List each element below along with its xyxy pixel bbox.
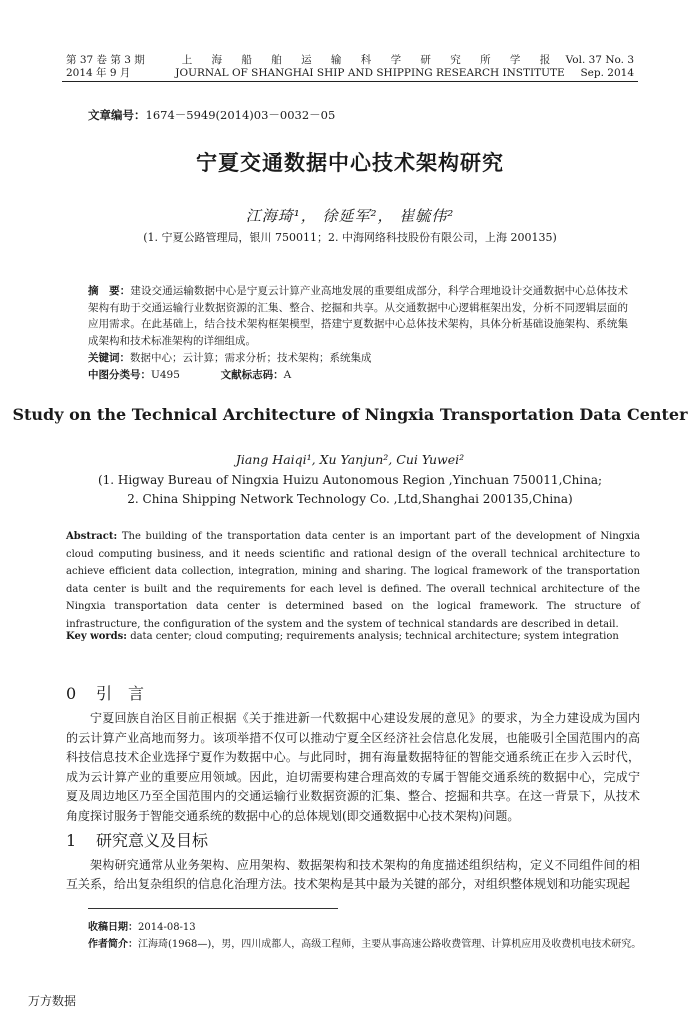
article-number (88, 107, 335, 123)
header-journal-block (150, 54, 590, 80)
watermark: 万方数据 (28, 994, 77, 1008)
footnote-author (88, 935, 641, 950)
abstract-cn-label: 摘 要： (88, 285, 131, 297)
authors-en: Jiang Haiqi¹, Xu Yanjun², Cui Yuwei² (235, 452, 465, 467)
section-1-number: 1 (66, 831, 77, 850)
doc-code-label: 文献标志码： (220, 369, 284, 381)
title-cn: 宁夏交通数据中心技术架构研究 (196, 150, 504, 175)
keywords-cn (88, 350, 372, 365)
author-bio-label: 作者简介： (88, 939, 138, 950)
classification-line (88, 367, 291, 382)
section-1-title: 研究意义及目标 (96, 831, 209, 850)
footnote-rule (88, 908, 338, 909)
header-rule (62, 81, 638, 82)
header-volume-en-block (566, 54, 634, 80)
abstract-cn (88, 283, 628, 349)
section-1-heading (66, 828, 208, 851)
header-volume-en: Vol. 37 No. 3 (565, 54, 634, 66)
affiliation-cn: (1. 宁夏公路管理局，银川 750011；2. 中海网络科技股份有限公司，上海 200135) (143, 231, 557, 244)
keywords-en-text: data center; cloud computing; requirements analysis; technical architecture; system integration (130, 631, 619, 642)
received-label: 收稿日期： (88, 922, 138, 933)
section-0-paragraph: 宁夏回族自治区目前正根据《关于推进新一代数据中心建设发展的意见》的要求，为全力建设成为国内的云计算产业高地而努力。该项举措不仅可以推动宁夏全区经济社会信息化发展，也能吸引全国范围内的高科技信息技术企业选择宁夏作为数据中心。与此同时，拥有海量数据特征的智能交通系统正在步入云时代，成为云计算产业的重要应用领域。因此，迫切需要构建合理高效的专属于智能交通系统的数据中心，完成宁夏及周边地区乃至全国范围内的交通运输行业数据资源的汇集、整合、挖掘和共享。在这一背景下，从技术角度探讨服务于智能交通系统的数据中心的总体规划(即交通数据中心技术架构)问题。 (66, 711, 640, 823)
abstract-cn-text: 建设交通运输数据中心是宁夏云计算产业高地发展的重要组成部分，科学合理地设计交通数据中心总体技术架构有助于交通运输行业数据资源的汇集、整合、挖掘和共享。从交通数据中心逻辑框架出发，分析不同逻辑层面的应用需求。在此基础上，结合技术架构框架模型，搭建宁夏数据中心总体技术架构，具体分析基础设施架构、系统集成架构和技术标准架构的详细组成。 (88, 285, 629, 347)
title-en: Study on the Technical Architecture of Ningxia Transportation Data Center (12, 405, 688, 424)
abstract-en-text: The building of the transportation data center is an important part of the development of Ningxia cloud computing business, and it needs scientific and rational design of the overall technical architecture to achieve efficient data collection, integration, mining and sharing. The logical framework of the transportation data center is built and the requirements for each level is defined. The overall technical architecture of the Ningxia transportation data center is determined based on the logical framework. The structure of infrastructure, the configuration of the system and the system of technical standards are described in detail. (66, 531, 640, 630)
keywords-en (66, 631, 619, 642)
authors-cn: 江海琦¹， 徐延军²， 崔毓伟² (245, 207, 455, 225)
section-0-heading (66, 681, 144, 704)
keywords-cn-text: 数据中心；云计算；需求分析；技术架构；系统集成 (130, 352, 372, 364)
header-volume-cn: 第 37 卷 第 3 期 (66, 54, 145, 66)
abstract-en (66, 528, 640, 633)
keywords-en-label: Key words: (66, 631, 127, 642)
header-journal-en: JOURNAL OF SHANGHAI SHIP AND SHIPPING RESEARCH INSTITUTE (175, 67, 565, 79)
header-date-en: Sep. 2014 (580, 67, 634, 79)
article-number-value: 1674－5949(2014)03－0032－05 (145, 108, 336, 122)
doc-code-value: A (283, 369, 292, 381)
header-date-cn: 2014 年 9 月 (66, 67, 131, 79)
author-bio: 江海琦(1968—)，男，四川成都人，高级工程师，主要从事高速公路收费管理、计算机应用及收费机电技术研究。 (138, 939, 642, 950)
section-0-number: 0 (66, 684, 77, 703)
section-0-title: 引 言 (96, 684, 145, 703)
header-journal-cn: 上 海 船 舶 运 输 科 学 研 究 所 学 报 (181, 54, 559, 66)
section-1-paragraph: 架构研究通常从业务架构、应用架构、数据架构和技术架构的角度描述组织结构，定义不同组件间的相互关系，给出复杂组织的信息化治理方法。技术架构是其中最为关键的部分，对组织整体规划和功能实现起 (66, 858, 640, 891)
article-number-label: 文章编号： (88, 108, 146, 122)
affiliation-en-1: (1. Higway Bureau of Ningxia Huizu Autonomous Region ,Yinchuan 750011,China; (97, 473, 603, 487)
affiliation-en-2: 2. China Shipping Network Technology Co. ,Ltd,Shanghai 200135,China) (127, 492, 573, 506)
clc-label: 中图分类号： (88, 369, 151, 381)
footnote-received (88, 918, 196, 933)
received-date: 2014-08-13 (138, 922, 196, 933)
clc-value: U495 (151, 369, 180, 381)
keywords-cn-label: 关键词： (88, 352, 130, 364)
header-volume-block (66, 54, 145, 80)
abstract-en-label: Abstract: (66, 531, 118, 542)
